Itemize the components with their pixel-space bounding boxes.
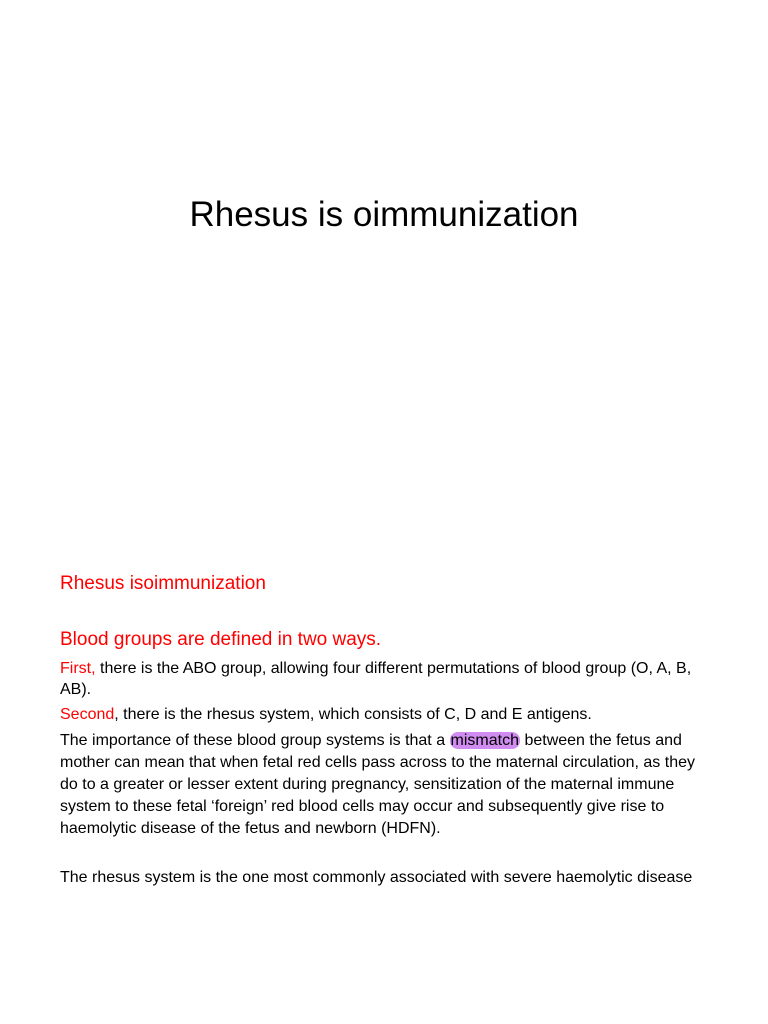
mismatch-highlight: mismatch [450,732,519,749]
paragraph-second [60,704,710,725]
first-lead: First, [60,660,96,677]
paragraph-importance [60,730,710,840]
page-title: Rhesus is oimmunization [189,195,579,234]
second-text: , there is the rhesus system, which consists of C, D and E antigens. [114,706,592,723]
first-text: there is the ABO group, allowing four different permutations of blood group (O, A, B, AB). [60,660,692,698]
importance-text-after: between the fetus and mother can mean that when fetal red cells pass across to the maternal circulation, as they do to a greater or lesser extent during pregnancy, sensitization of the maternal immune system to these fetal ‘foreign’ red blood cells may occur and subsequently give rise to haemolytic disease of the fetus and newborn (HDFN). [60,732,695,837]
blood-groups-heading: Blood groups are defined in two ways. [60,629,382,650]
section-heading: Rhesus isoimmunization [60,573,266,594]
paragraph-first [60,658,710,700]
second-lead: Second [60,706,115,723]
paragraph-rhesus: The rhesus system is the one most commonly associated with severe haemolytic disease [60,869,693,886]
importance-text-before: The importance of these blood group systems is that a [60,732,450,749]
